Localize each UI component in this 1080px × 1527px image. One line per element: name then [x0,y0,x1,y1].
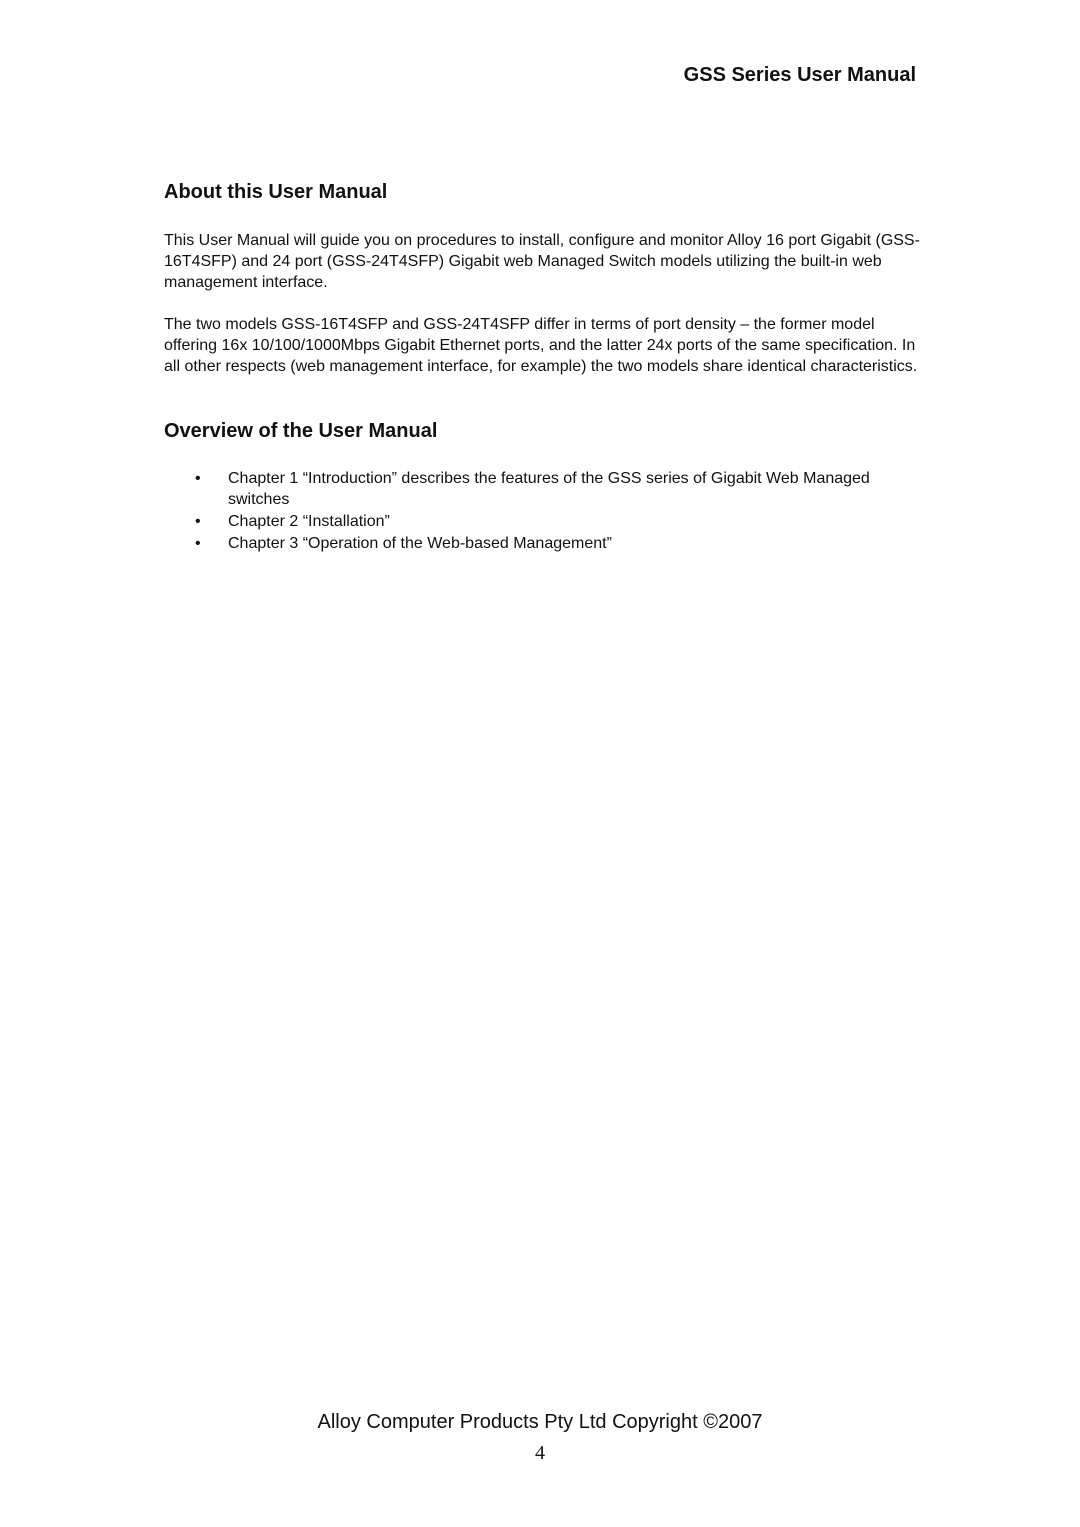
list-item [195,534,895,555]
about-paragraph-1: This User Manual will guide you on procedures to install, configure and monitor Alloy 16 port Gigabit (GSS-16T4SFP) and 24 port (GSS-24T4SFP) Gigabit web Managed Switch models utilizing the built-in web management interface. [164,232,920,291]
bullet-icon: • [195,535,201,553]
bullet-icon: • [195,513,201,531]
list-item-text: Chapter 1 “Introduction” describes the features of the GSS series of Gigabit Web Managed switches [228,470,870,508]
about-heading: About this User Manual [164,181,388,203]
chapter-list [195,469,895,557]
list-item [195,512,895,533]
footer-copyright: Alloy Computer Products Pty Ltd Copyright ©2007 [317,1411,763,1433]
bullet-icon: • [195,470,201,487]
overview-heading: Overview of the User Manual [164,420,438,442]
list-item [195,469,895,511]
list-item-text: Chapter 3 “Operation of the Web-based Management” [228,535,612,553]
about-paragraph-2: The two models GSS-16T4SFP and GSS-24T4SFP differ in terms of port density – the former model offering 16x 10/100/1000Mbps Gigabit Ethernet ports, and the latter 24x ports of the same specification. In all other respects (web management interface, for example) the two models share identical characteristics. [164,316,918,375]
list-item-text: Chapter 2 “Installation” [228,513,390,531]
page-number: 4 [535,1442,545,1464]
running-header-title: GSS Series User Manual [683,64,916,86]
